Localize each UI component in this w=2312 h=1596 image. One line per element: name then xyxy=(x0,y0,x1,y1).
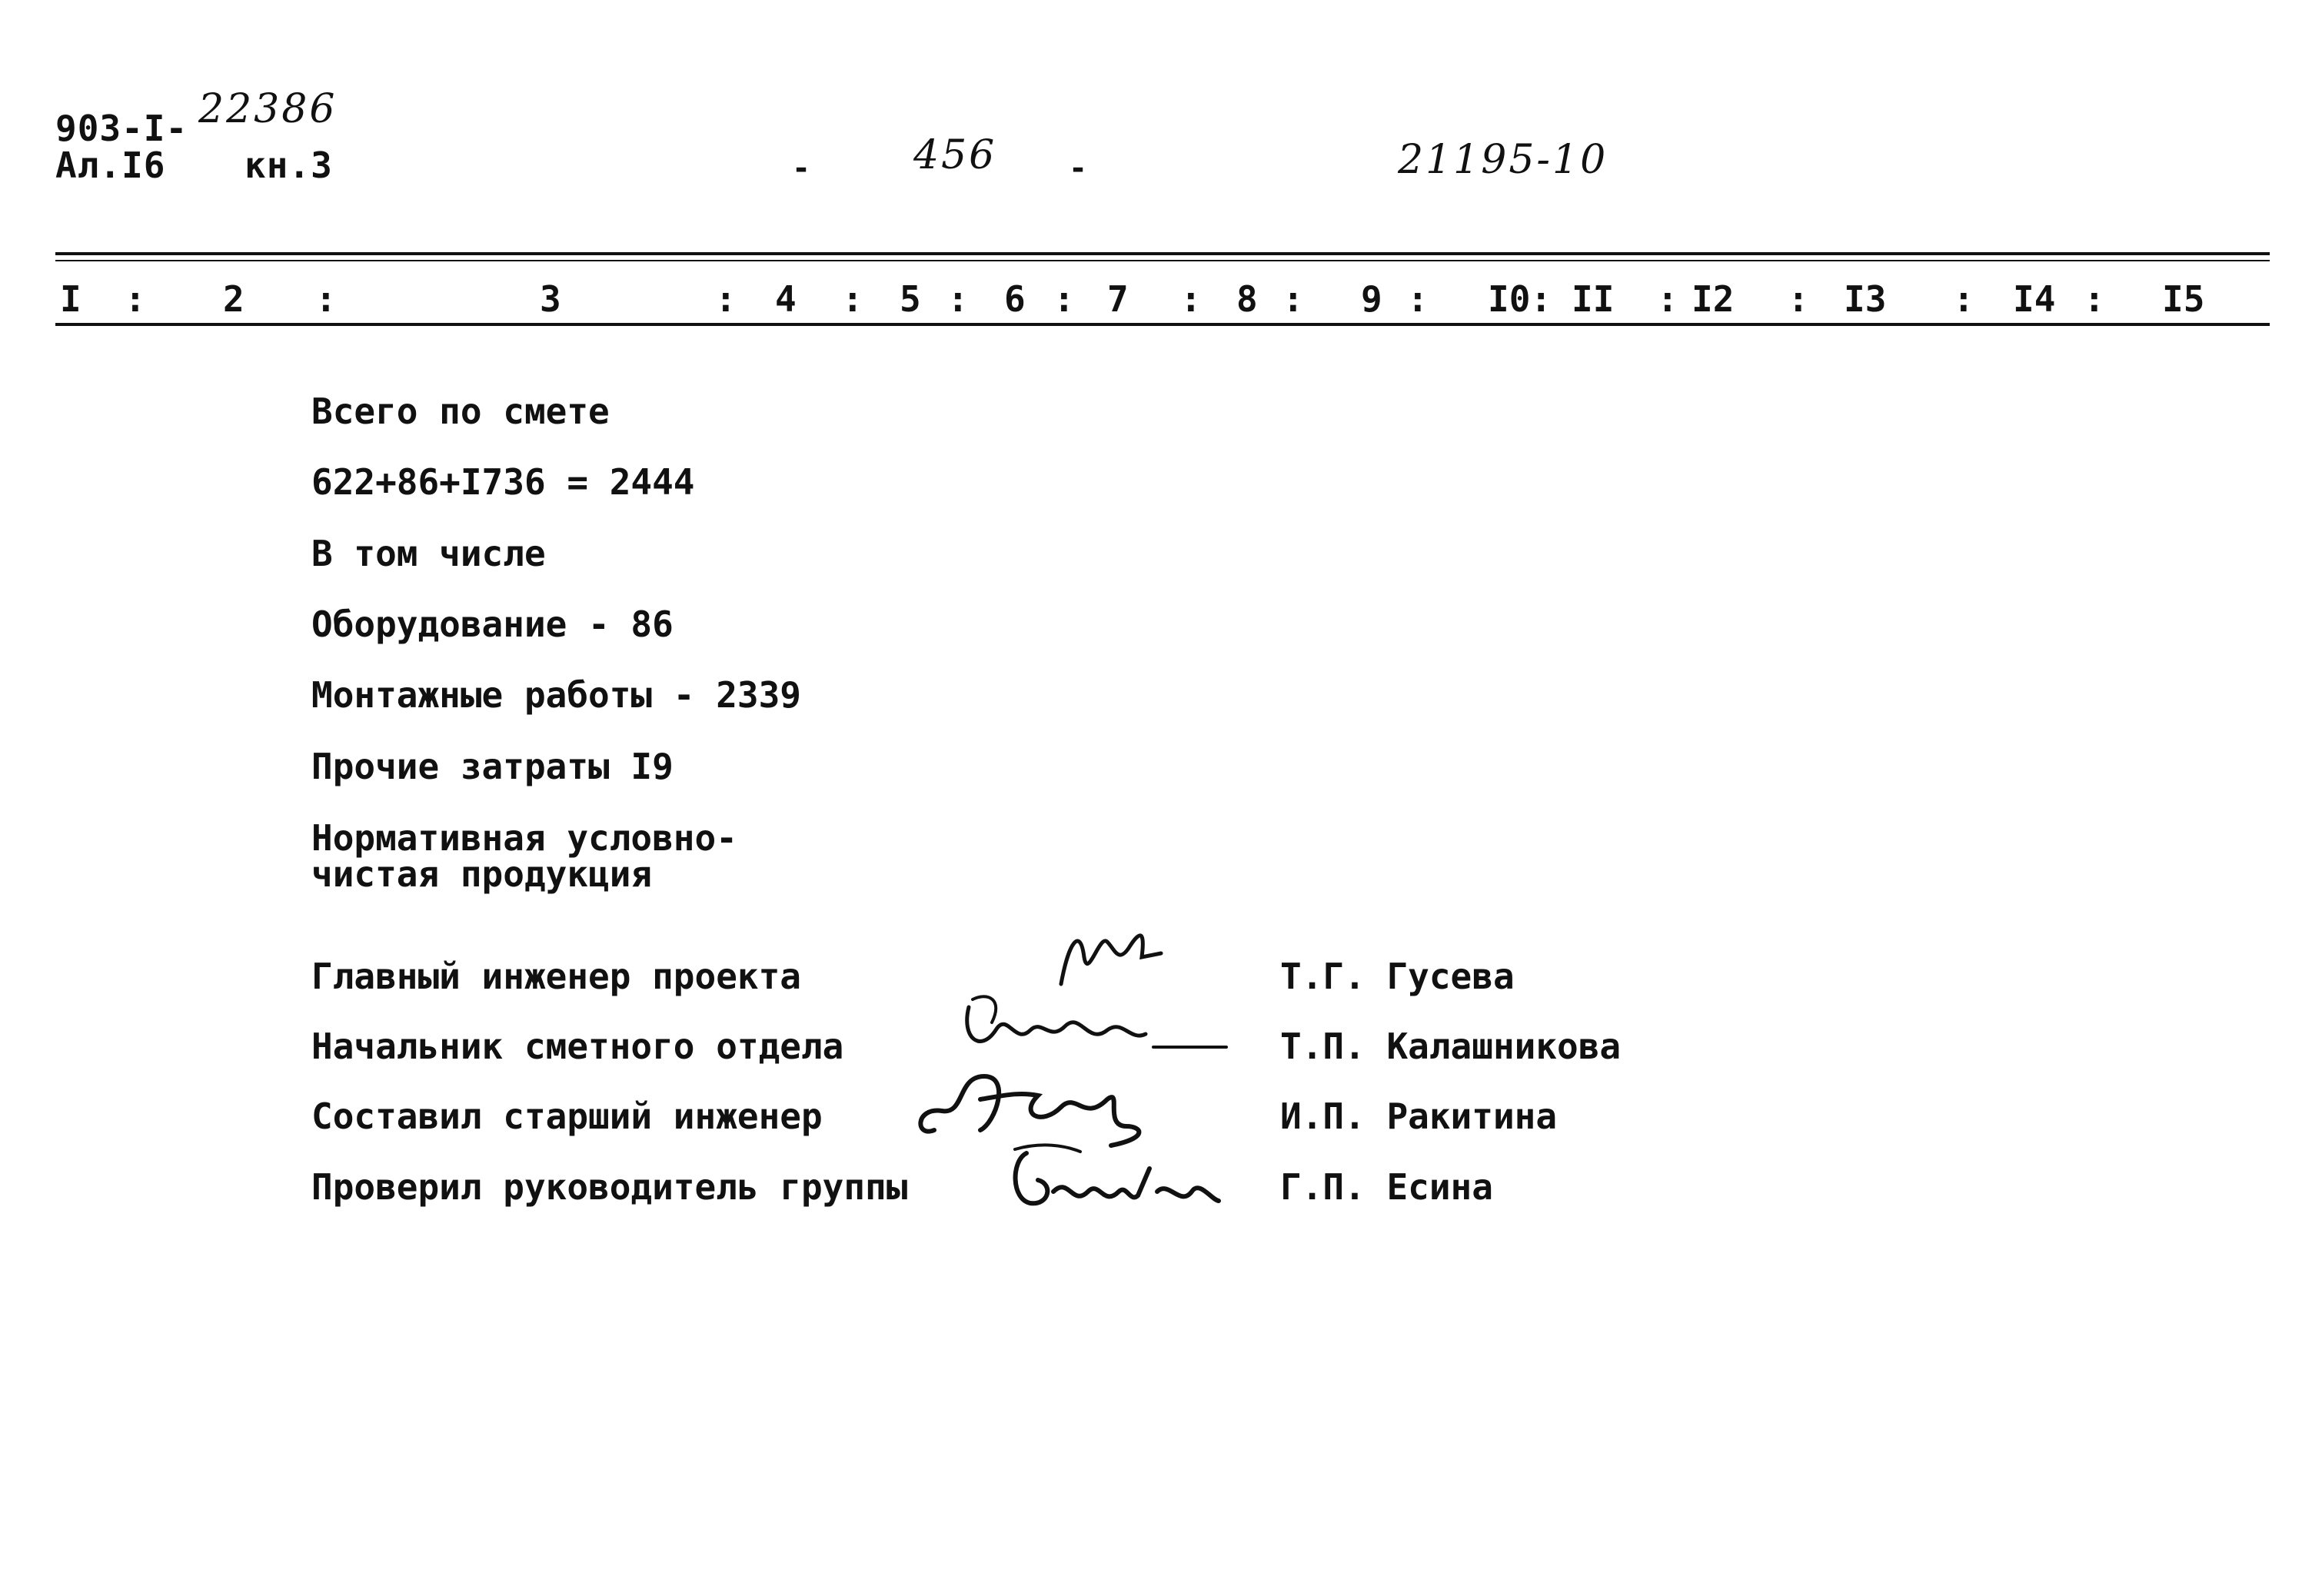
estimate-total-formula: 622+86+I736 = 2444 xyxy=(311,461,695,503)
signatory-role: Начальник сметного отдела xyxy=(311,1026,844,1067)
column-separator: : xyxy=(947,278,969,320)
column-number: II xyxy=(1572,278,1615,320)
column-number: 3 xyxy=(540,278,561,320)
column-separator: : xyxy=(1180,278,1202,320)
book-label: кн.3 xyxy=(245,145,333,186)
page-dash-right: - xyxy=(1069,151,1089,186)
column-number: 5 xyxy=(900,278,921,320)
column-number: I4 xyxy=(2013,278,2056,320)
document-code: 903-I- xyxy=(55,108,188,149)
page-dash-left: - xyxy=(792,151,812,186)
column-number: I0: xyxy=(1488,278,1552,320)
header-rule-top xyxy=(55,252,2270,255)
signatory-name: Т.Г. Гусева xyxy=(1280,956,1515,997)
reference-number-handwritten: 21195-10 xyxy=(1398,137,1608,183)
including-label: В том числе xyxy=(311,533,546,574)
column-number: I3 xyxy=(1844,278,1887,320)
signatory-role: Проверил руководитель группы xyxy=(311,1166,908,1208)
column-separator: : xyxy=(1788,278,1809,320)
normative-product-line-1: Нормативная условно- xyxy=(311,817,737,859)
document-number-handwritten: 22386 xyxy=(198,86,338,132)
column-separator: : xyxy=(125,278,146,320)
column-separator: : xyxy=(715,278,737,320)
column-separator: : xyxy=(1657,278,1678,320)
column-number: 2 xyxy=(223,278,245,320)
column-separator: : xyxy=(842,278,863,320)
column-number: 4 xyxy=(775,278,797,320)
column-number: 9 xyxy=(1361,278,1382,320)
signatory-role: Главный инженер проекта xyxy=(311,956,801,997)
column-number: 7 xyxy=(1107,278,1129,320)
normative-product-line-2: чистая продукция xyxy=(311,853,653,895)
equipment-line: Оборудование - 86 xyxy=(311,603,674,645)
column-separator: : xyxy=(1282,278,1304,320)
estimate-total-title: Всего по смете xyxy=(311,391,610,432)
page-number-handwritten: 456 xyxy=(913,132,997,178)
column-number: I xyxy=(60,278,82,320)
header-rule-bottom xyxy=(55,323,2270,326)
column-number: I2 xyxy=(1692,278,1735,320)
installation-line: Монтажные работы - 2339 xyxy=(311,674,801,716)
column-number: I5 xyxy=(2162,278,2205,320)
signature-group-leader xyxy=(996,1138,1226,1222)
column-separator: : xyxy=(315,278,337,320)
column-separator: : xyxy=(1953,278,1974,320)
column-separator: : xyxy=(1053,278,1075,320)
column-number: 6 xyxy=(1004,278,1026,320)
other-costs-line: Прочие затраты I9 xyxy=(311,746,674,787)
signatory-role: Составил старший инженер xyxy=(311,1096,823,1137)
sheet-label: Ал.I6 xyxy=(55,145,166,186)
signatory-name: Г.П. Есина xyxy=(1280,1166,1493,1208)
column-separator: : xyxy=(2084,278,2105,320)
signatory-name: И.П. Ракитина xyxy=(1280,1096,1558,1137)
column-separator: : xyxy=(1407,278,1429,320)
signatory-name: Т.П. Калашникова xyxy=(1280,1026,1622,1067)
column-number: 8 xyxy=(1236,278,1258,320)
header-rule-top-thin xyxy=(55,260,2270,261)
